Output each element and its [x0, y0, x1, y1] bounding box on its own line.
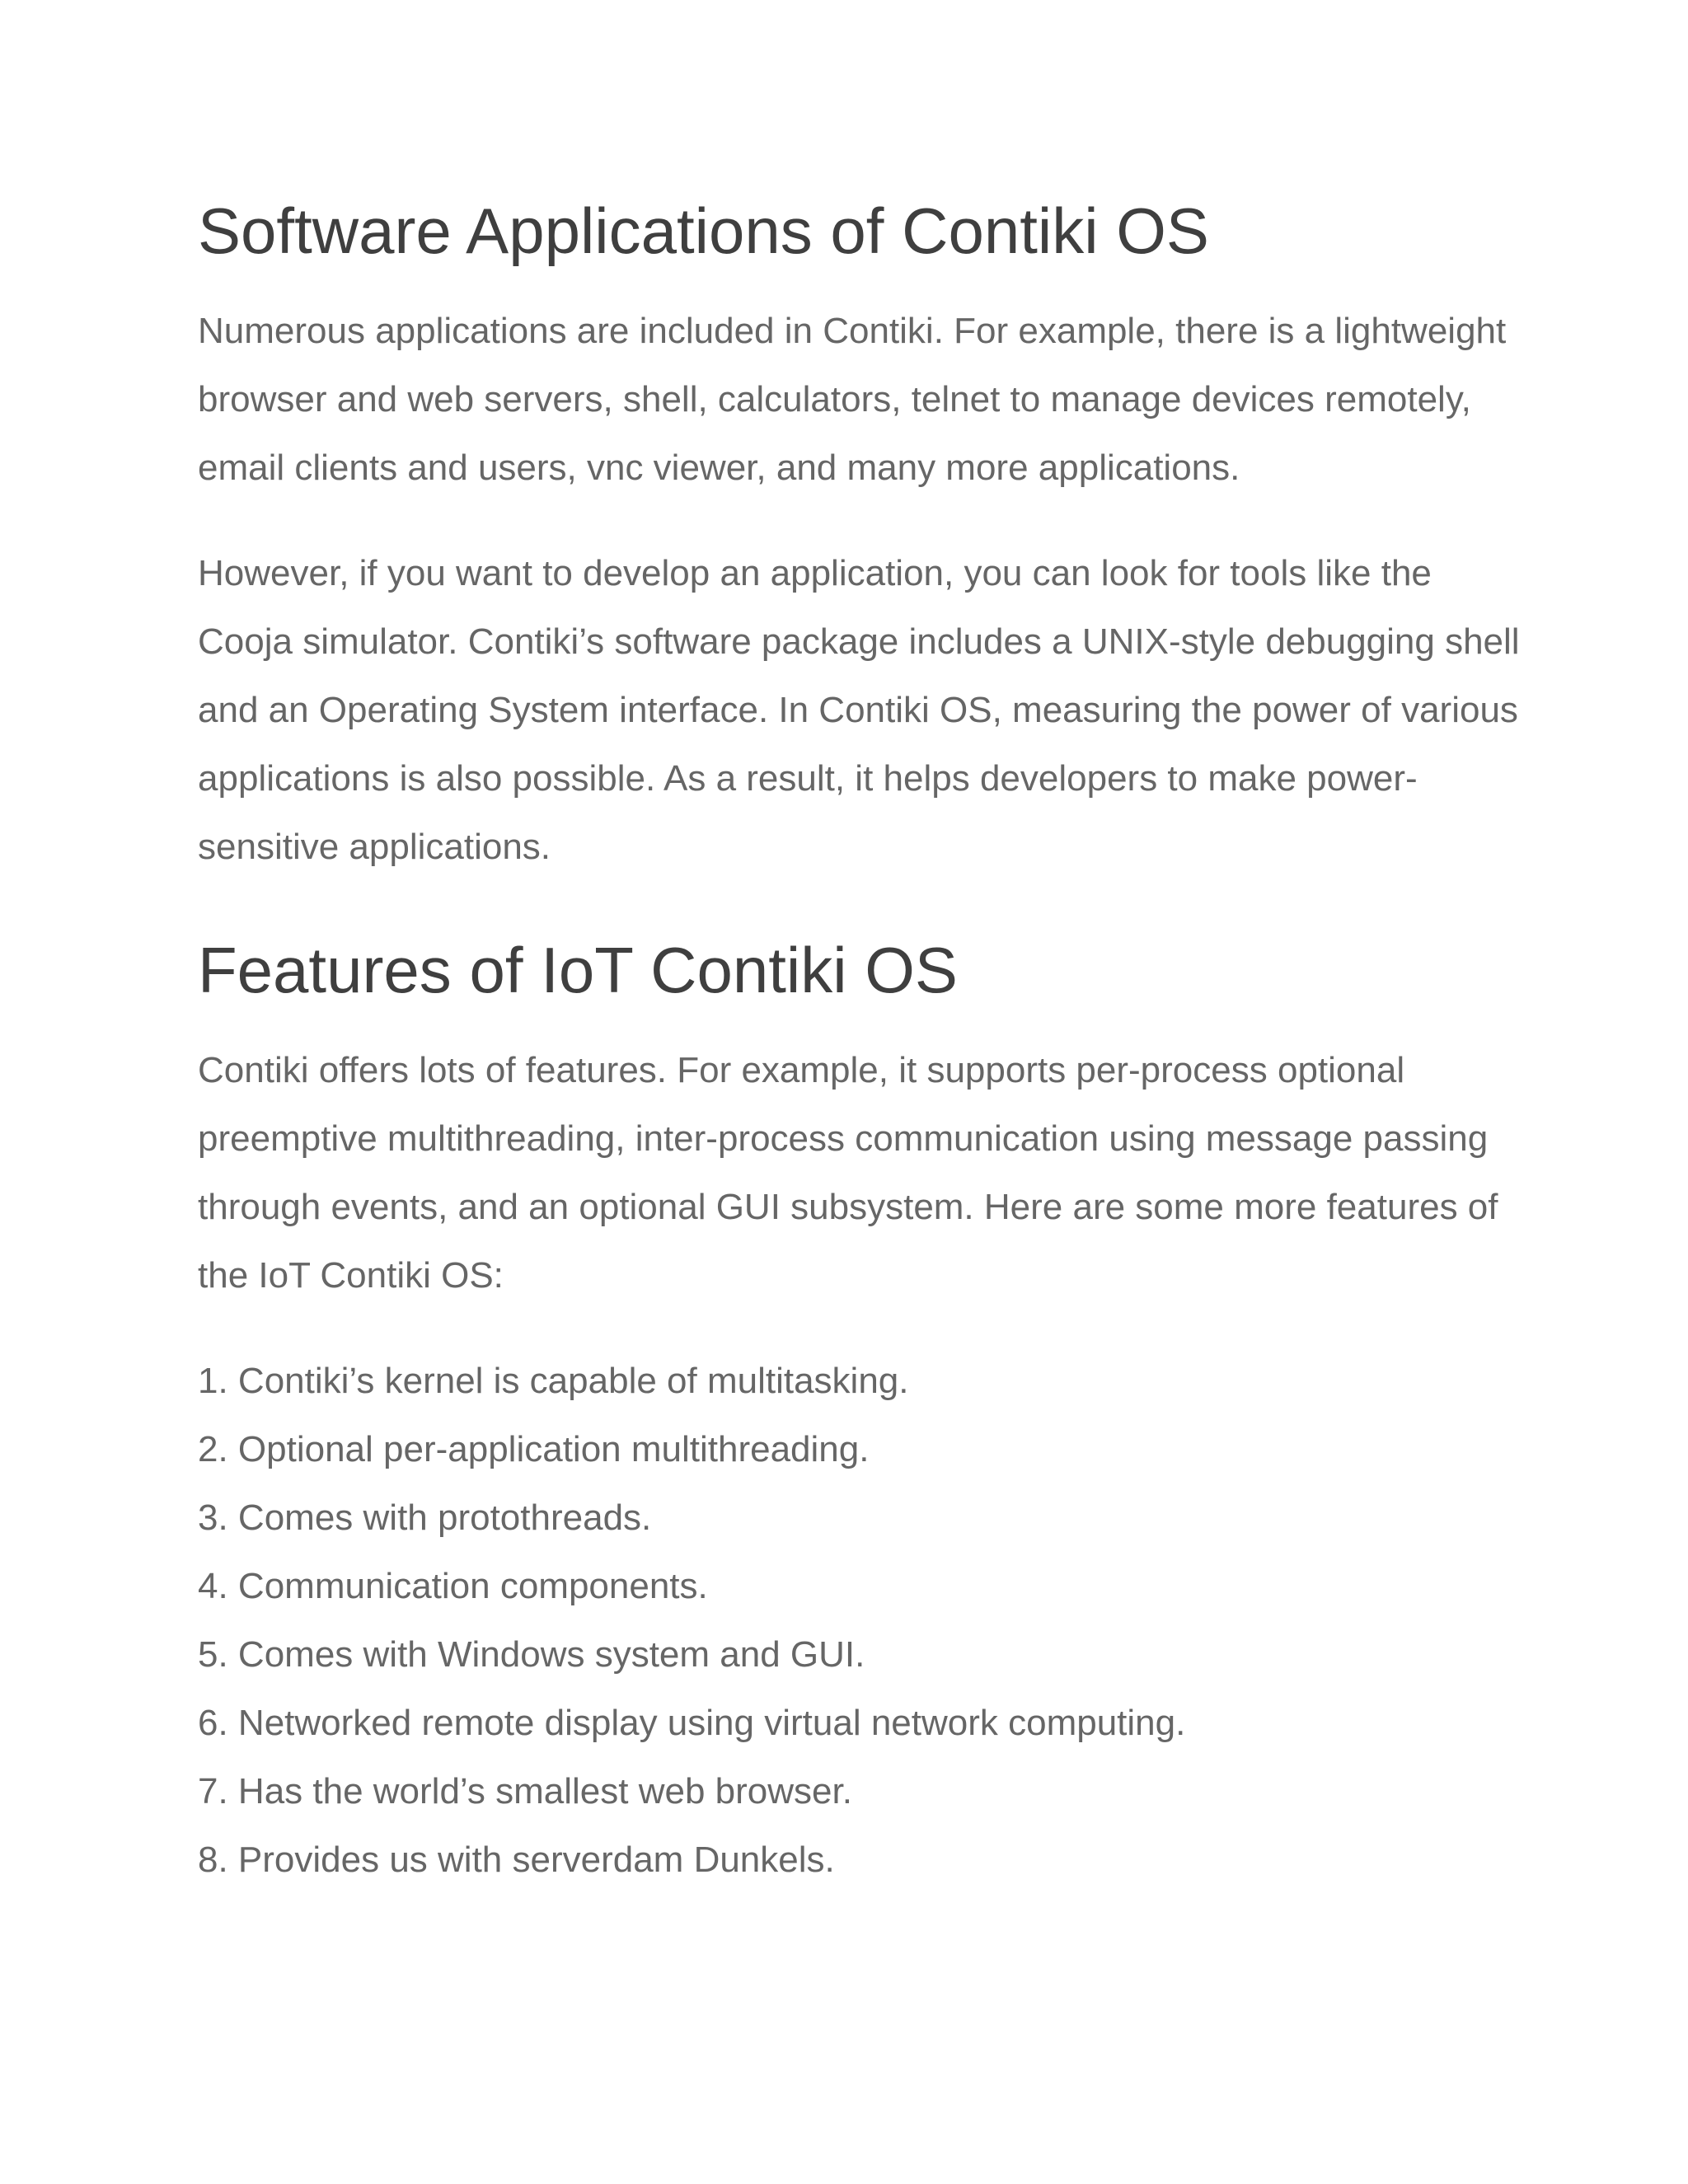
- list-item: 4. Communication components.: [198, 1566, 708, 1606]
- list-item: 3. Comes with protothreads.: [198, 1497, 652, 1538]
- paragraph-features-intro: Contiki offers lots of features. For example, it supports per-process optional preemptive multithreading, inter-process communication using message passing through events, and an optional GUI subsystem. Here are some more features of the IoT Contiki OS:: [198, 1050, 1498, 1296]
- paragraph-cooja-simulator: However, if you want to develop an application, you can look for tools like the Cooja simulator. Contiki’s software package includes a UNIX-style debugging shell and an Operating System interface. In Contiki OS, measuring the power of various applications is also possible. As a result, it helps developers to make power-sensitive applications.: [198, 553, 1520, 867]
- paragraph-applications-intro: Numerous applications are included in Contiki. For example, there is a lightweight browser and web servers, shell, calculators, telnet to manage devices remotely, email clients and users, vnc viewer, and many more applications.: [198, 311, 1507, 488]
- list-item: 5. Comes with Windows system and GUI.: [198, 1634, 865, 1675]
- list-item: 7. Has the world’s smallest web browser.: [198, 1771, 852, 1811]
- list-item: 8. Provides us with serverdam Dunkels.: [198, 1840, 835, 1880]
- section-heading-software-applications: Software Applications of Contiki OS: [198, 194, 1209, 267]
- list-item: 1. Contiki’s kernel is capable of multitasking.: [198, 1361, 909, 1401]
- features-list: [198, 1347, 1525, 1894]
- list-item: 2. Optional per-application multithreading.: [198, 1429, 870, 1469]
- section-heading-features: Features of IoT Contiki OS: [198, 934, 958, 1006]
- document-page: [198, 190, 1525, 1894]
- list-item: 6. Networked remote display using virtual network computing.: [198, 1703, 1186, 1743]
